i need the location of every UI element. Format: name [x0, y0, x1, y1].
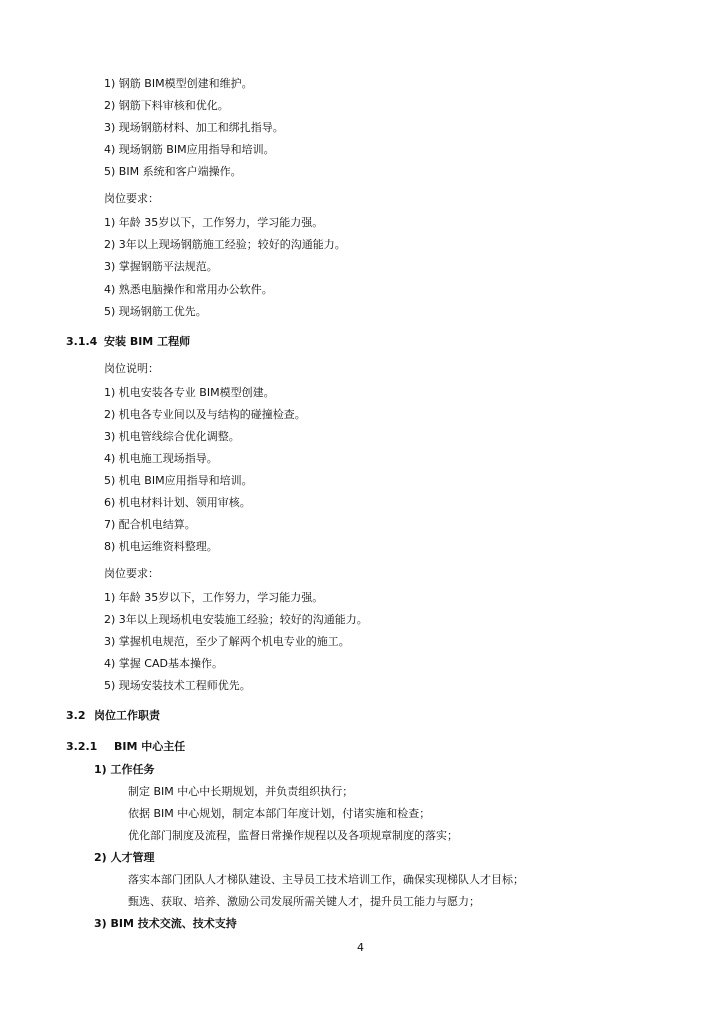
list-item: 5) 现场安装技术工程师优先。: [104, 679, 251, 692]
list-item: 4) 熟悉电脑操作和常用办公软件。: [104, 283, 273, 296]
list-item: 1) 钢筋 BIM模型创建和维护。: [104, 77, 253, 90]
section-number: 3.2.1: [66, 740, 98, 753]
list-item: 3) 掌握钢筋平法规范。: [104, 260, 218, 273]
list-item: 甄选、获取、培养、激励公司发展所需关键人才，提升员工能力与愿力；: [128, 895, 480, 908]
list-item: 3) 机电管线综合优化调整。: [104, 430, 240, 443]
item-heading: 1) 工作任务: [94, 763, 155, 776]
section-title: 岗位工作职责: [94, 709, 160, 722]
subheading: 岗位说明：: [104, 362, 159, 375]
list-item: 3) 现场钢筋材料、加工和绑扎指导。: [104, 121, 284, 134]
list-item: 4) 掌握 CAD基本操作。: [104, 657, 223, 670]
list-item: 7) 配合机电结算。: [104, 518, 196, 531]
list-item: 优化部门制度及流程，监督日常操作规程以及各项规章制度的落实；: [128, 829, 458, 842]
list-item: 3) 掌握机电规范，至少了解两个机电专业的施工。: [104, 635, 350, 648]
section-title: 安装 BIM 工程师: [104, 335, 191, 348]
section-number: 3.1.4: [66, 335, 98, 348]
list-item: 5) 现场钢筋工优先。: [104, 305, 207, 318]
list-item: 制定 BIM 中心中长期规划，并负责组织执行；: [128, 785, 354, 798]
list-item: 1) 年龄 35岁以下，工作努力，学习能力强。: [104, 216, 324, 229]
list-item: 落实本部门团队人才梯队建设、主导员工技术培训工作，确保实现梯队人才目标；: [128, 873, 524, 886]
list-item: 2) 3年以上现场钢筋施工经验；较好的沟通能力。: [104, 238, 346, 251]
section-number: 3.2: [66, 709, 86, 722]
item-heading: 3) BIM 技术交流、技术支持: [94, 917, 237, 930]
list-item: 1) 机电安装各专业 BIM模型创建。: [104, 386, 275, 399]
list-item: 5) 机电 BIM应用指导和培训。: [104, 474, 253, 487]
list-item: 6) 机电材料计划、领用审核。: [104, 496, 251, 509]
list-item: 4) 现场钢筋 BIM应用指导和培训。: [104, 143, 275, 156]
list-item: 2) 3年以上现场机电安装施工经验；较好的沟通能力。: [104, 613, 368, 626]
list-item: 4) 机电施工现场指导。: [104, 452, 218, 465]
section-title: BIM 中心主任: [114, 740, 186, 753]
list-item: 2) 机电各专业间以及与结构的碰撞检查。: [104, 408, 306, 421]
list-item: 1) 年龄 35岁以下，工作努力，学习能力强。: [104, 591, 324, 604]
item-heading: 2) 人才管理: [94, 851, 155, 864]
page-number: 4: [357, 941, 364, 954]
subheading: 岗位要求：: [104, 567, 159, 580]
list-item: 依据 BIM 中心规划，制定本部门年度计划，付诸实施和检查；: [128, 807, 431, 820]
subheading: 岗位要求：: [104, 192, 159, 205]
list-item: 8) 机电运维资料整理。: [104, 540, 218, 553]
list-item: 2) 钢筋下料审核和优化。: [104, 99, 229, 112]
list-item: 5) BIM 系统和客户端操作。: [104, 165, 242, 178]
